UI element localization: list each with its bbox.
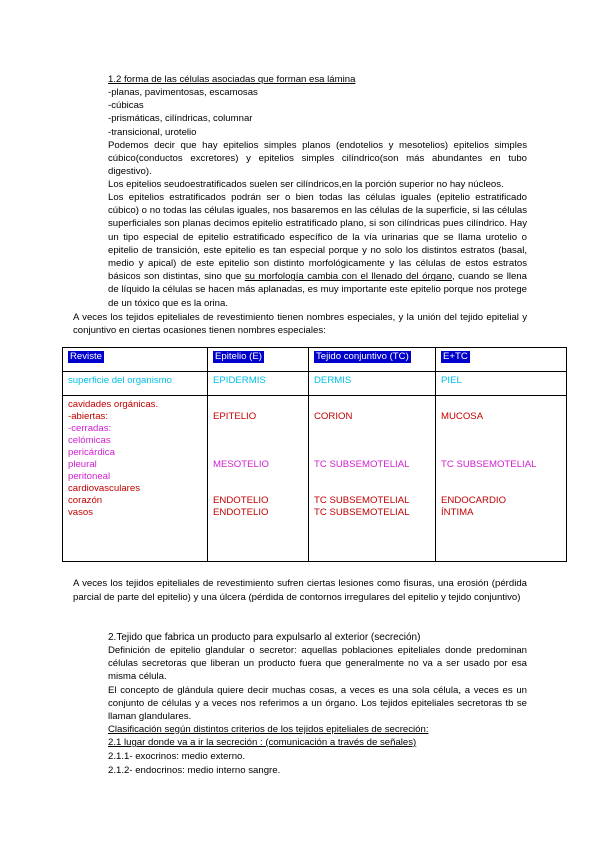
- table-cell: EPIDERMIS: [208, 372, 309, 396]
- section-heading-cell-shape: 1.2 forma de las células asociadas que forman esa lámina: [108, 74, 356, 85]
- paragraph-lesions: A veces los tejidos epiteliales de revestimiento sufren ciertas lesiones como fisuras, una erosión (pérdida parcial de parte del epitelio) y una úlcera (pérdida de contornos irregulares del epitelio y tejido conjuntivo): [73, 578, 527, 603]
- paragraph-special-names: A veces los tejidos epiteliales de revestimiento tienen nombres especiales, y la unión del tejido epitelial y conjuntivo en ciertas ocasiones tienen nombres especiales:: [73, 312, 527, 337]
- tc-value: TC SUBSEMOTELIAL: [314, 495, 410, 506]
- cavity-line: cavidades orgánicas.: [68, 399, 159, 410]
- cavity-line: -cerradas:: [68, 423, 112, 434]
- table-cell: DERMIS: [309, 372, 436, 396]
- header-reviste: Reviste: [70, 351, 102, 362]
- cavity-line: celómicas: [68, 435, 111, 446]
- section2-title: 2.Tejido que fabrica un producto para expulsarlo al exterior (secreción): [108, 632, 421, 643]
- epitelio-value: ENDOTELIO: [213, 495, 269, 506]
- etc-value: MUCOSA: [441, 411, 484, 422]
- table-header-cell: [436, 348, 567, 372]
- tc-value: TC SUBSEMOTELIAL: [314, 507, 410, 518]
- table-cell-tc: [309, 396, 436, 562]
- epitelio-value: EPITELIO: [213, 411, 257, 422]
- stratified-underlined: su morfología cambia con el llenado del órgano: [244, 271, 453, 283]
- paragraph-glandular-definition: Definición de epitelio glandular o secretor: aquellas poblaciones epiteliales donde predominan células secretoras que liberan un producto fuera que generalmente no va a ser usado por esa misma célula.: [108, 645, 527, 683]
- subsection-2-1: 2.1 lugar donde va a ir la secreción : (comunicación a través de señales): [108, 737, 417, 748]
- header-e-tc: E+TC: [443, 351, 468, 362]
- stratified-text: Los epitelios estratificados podrán ser o bien todas las células iguales (epitelio estratificado cúbico) o no todas las células iguales, nos basaremos en las células de la superficie, si las células superficiales son planas decimos epitelio estratificado plano, si son cilíndricas pues cilíndrico. Hay un tipo especial de epitelio estratificado específico de la vía urinarias que se llama urotelio o epitelio de transición, este epitelio es tan especial porque y no solo los distintos estratos (basal, medio y apical) de este epitelio son distinto morfológicamente y las células de estos estratos básicos son distintas, sino que: [108, 192, 527, 283]
- epitelio-value: ENDOTELIO: [213, 507, 269, 518]
- subsection-2-1-2: 2.1.2- endocrinos: medio interno sangre.: [108, 765, 281, 776]
- cavity-line: corazón: [68, 495, 103, 506]
- paragraph-stratified: [108, 191, 527, 310]
- header-tejido-conjuntivo: Tejido conjuntivo (TC): [316, 351, 409, 362]
- shape-list: [108, 86, 258, 139]
- cavity-line: pleural: [68, 459, 97, 470]
- table-cell: PIEL: [436, 372, 567, 396]
- shape-item: -cúbicas: [108, 100, 144, 112]
- paragraph-pseudostratified: Los epitelios seudoestratificados suelen ser cilíndricos,en la porción superior no hay núcleos.: [108, 179, 504, 190]
- table-header-cell: [208, 348, 309, 372]
- cavity-line: peritoneal: [68, 471, 111, 482]
- stratified-text-end: , cuando se llena de líquido la células se hacen más aplanadas, es muy importante este epitelio porque nos protege de un tóxico que es la orina.: [108, 271, 527, 309]
- shape-item: -transicional, urotelio: [108, 126, 197, 138]
- etc-value: TC SUBSEMOTELIAL: [441, 459, 537, 470]
- tc-value: CORION: [314, 411, 353, 422]
- cavity-line: vasos: [68, 507, 94, 518]
- etc-value: ÍNTIMA: [441, 507, 474, 518]
- paragraph-gland-concept: El concepto de glándula quiere decir muchas cosas, a veces es una sola célula, a veces es un conjunto de células y a veces nos referimos a un órgano. Los tejidos epiteliales secretoras tb se llaman glandulares.: [108, 685, 527, 723]
- table-cell: superficie del organismo: [63, 372, 208, 396]
- table-cell-etc: [436, 396, 567, 562]
- paragraph-simple-epithelia: Podemos decir que hay epitelios simples planos (endotelios y mesotelios) epitelios simples cúbico(conductos excretores) y epitelios simples cilíndrico(son más abundantes en tubo digestivo).: [108, 140, 527, 178]
- table-cell-cavities: [63, 396, 208, 562]
- classification-heading: Clasificación según distintos criterios de los tejidos epiteliales de secreción:: [108, 724, 429, 735]
- cavity-line: -abiertas:: [68, 411, 108, 422]
- shape-item: -prismáticas, cilíndricas, columnar: [108, 113, 253, 125]
- epitelio-value: MESOTELIO: [213, 459, 269, 470]
- tc-value: TC SUBSEMOTELIAL: [314, 459, 410, 470]
- subsection-2-1-1: 2.1.1- exocrinos: medio externo.: [108, 751, 246, 762]
- table-cell-epitelio: [208, 396, 309, 562]
- shape-item: -planas, pavimentosas, escamosas: [108, 87, 258, 98]
- header-epitelio: Epitelio (E): [215, 351, 262, 362]
- cavity-line: cardiovasculares: [68, 483, 140, 494]
- etc-value: ENDOCARDIO: [441, 495, 507, 506]
- cavity-line: pericárdica: [68, 447, 115, 458]
- table-header-cell: [63, 348, 208, 372]
- epithelium-table: [62, 347, 567, 562]
- table-header-cell: [309, 348, 436, 372]
